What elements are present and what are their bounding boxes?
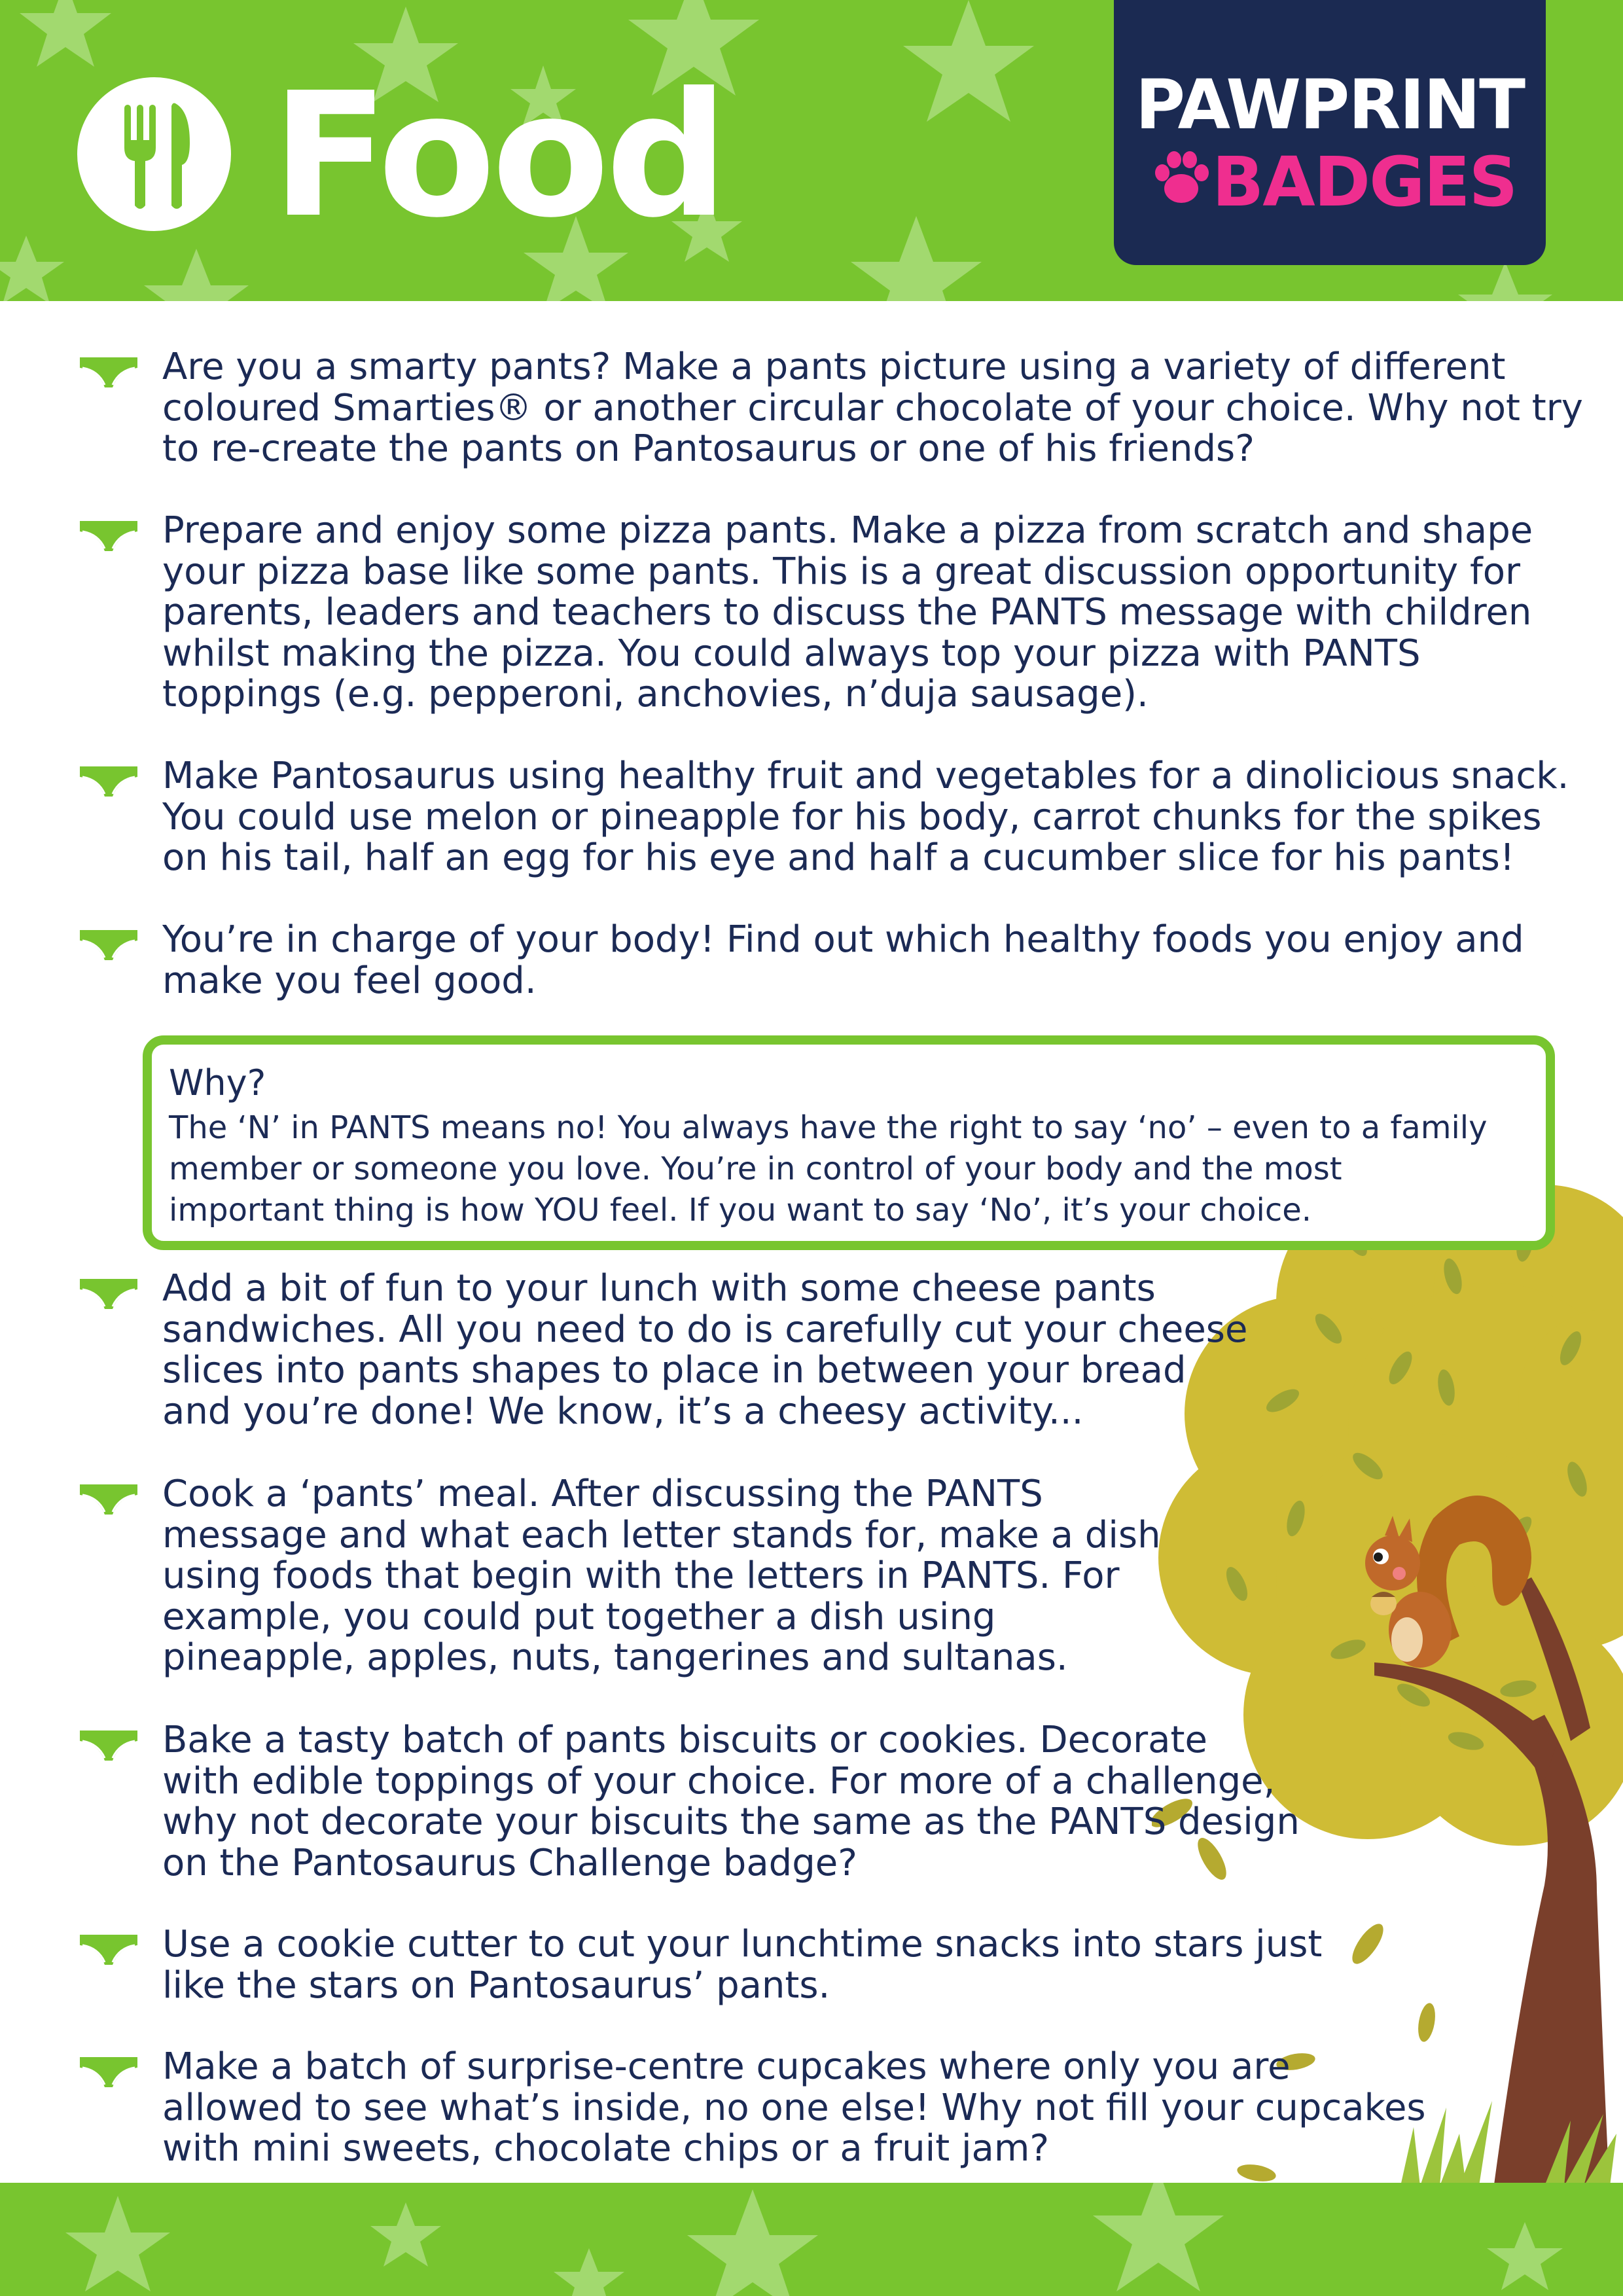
- pants-bullet-icon: [79, 1729, 139, 1763]
- header-banner: [0, 0, 1623, 301]
- pants-bullet-icon: [79, 356, 139, 390]
- page-title: Food: [272, 56, 724, 255]
- footer-banner: [0, 2183, 1623, 2296]
- logo-line1: PAWPRINT: [1135, 65, 1525, 145]
- pants-bullet-icon: [79, 520, 139, 554]
- pants-bullet-icon: [79, 1278, 139, 1312]
- pants-bullet-icon: [79, 929, 139, 963]
- pants-bullet-icon: [79, 1933, 139, 1967]
- item-text: Prepare and enjoy some pizza pants. Make a pizza from scratch and shape your pizza base like some pants. This is a great discussion opportunity for parents, leaders and teachers to discuss the PANTS message with children whilst making the pizza. You could always top your pizza with PANTS toppings (e.g. pepperoni, anchovies, n’duja sausage).: [162, 509, 1533, 715]
- why-title: Why?: [169, 1062, 266, 1103]
- item-text: Make a batch of surprise-centre cupcakes where only you are allowed to see what’s inside, no one else! Why not fill your cupcakes with mini sweets, chocolate chips or a fruit jam?: [162, 2045, 1426, 2170]
- item-text: Make Pantosaurus using healthy fruit and vegetables for a dinolicious snack. You could use melon or pineapple for his body, carrot chunks for the spikes on his tail, half an egg for his eye and half a cucumber slice for his pants!: [162, 755, 1569, 879]
- item-text: Add a bit of fun to your lunch with some cheese pants sandwiches. All you need to do is carefully cut your cheese slices into pants shapes to place in between your bread and you’re done! We know, it’s a cheesy activity...: [162, 1267, 1248, 1433]
- item-text: You’re in charge of your body! Find out which healthy foods you enjoy and make you feel good.: [162, 918, 1524, 1002]
- item-text: Use a cookie cutter to cut your lunchtime snacks into stars just like the stars on Pantosaurus’ pants.: [162, 1923, 1323, 2007]
- pants-bullet-icon: [79, 2056, 139, 2090]
- logo-line2: BADGES: [1212, 142, 1517, 222]
- why-callout: [143, 1035, 1555, 1250]
- pants-bullet-icon: [79, 1483, 139, 1517]
- item-text: Are you a smarty pants? Make a pants picture using a variety of different coloured Smarties® or another circular chocolate of your choice. Why not try to re-create the pants on Pantosaurus or one of his friends?: [162, 346, 1583, 470]
- fork-knife-icon: [77, 77, 231, 231]
- item-text: Bake a tasty batch of pants biscuits or cookies. Decorate with edible toppings of your choice. For more of a challenge, why not decorate your biscuits the same as the PANTS design on the Pantosaurus Challenge badge?: [162, 1719, 1300, 1884]
- pants-bullet-icon: [79, 765, 139, 799]
- pawprint-badges-logo: [1114, 0, 1546, 265]
- paw-icon: [1152, 149, 1211, 208]
- item-text: Cook a ‘pants’ meal. After discussing the PANTS message and what each letter stands for, make a dish using foods that begin with the letters in PANTS. For example, you could put together a dish using pineapple, apples, nuts, tangerines and sultanas.: [162, 1473, 1161, 1679]
- why-body: The ‘N’ in PANTS means no! You always have the right to say ‘no’ – even to a family member or someone you love. You’re in control of your body and the most important thing is how YOU feel. If you want to say ‘No’, it’s your choice.: [169, 1109, 1488, 1229]
- star-pattern: [0, 2183, 1623, 2296]
